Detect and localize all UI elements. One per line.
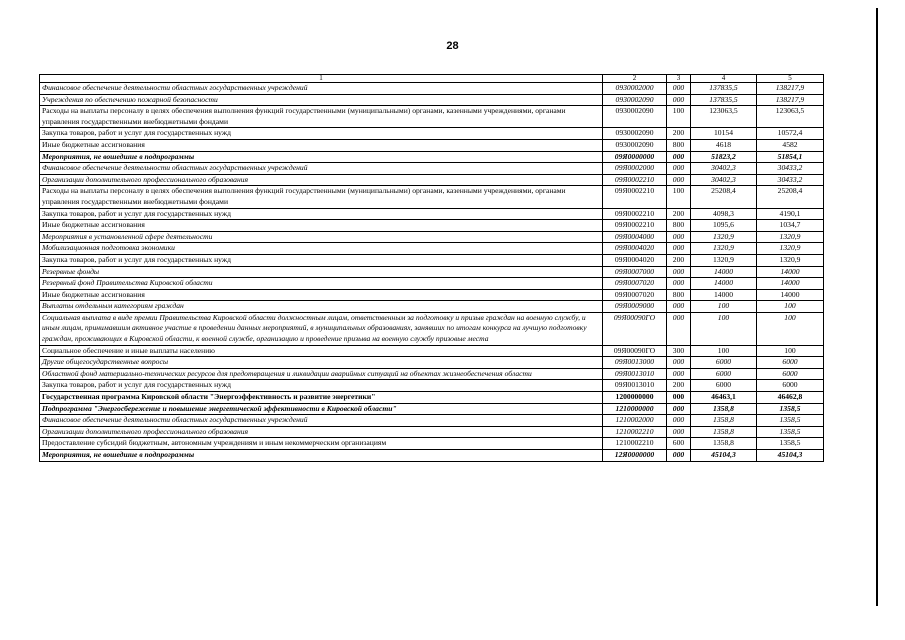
row-name-cell: Закупка товаров, работ и услуг для государственных нужд — [40, 380, 603, 392]
row-expense-type-cell: 200 — [667, 254, 691, 266]
table-row — [40, 139, 824, 151]
row-amount-cell: 6000 — [757, 357, 824, 369]
row-expense-type-cell: 000 — [667, 368, 691, 380]
row-amount-cell: 14000 — [691, 266, 757, 278]
row-amount-cell: 30402,3 — [691, 174, 757, 186]
row-code-cell: 09Я0013010 — [603, 380, 667, 392]
table-row — [40, 174, 824, 186]
row-name-cell: Закупка товаров, работ и услуг для государственных нужд — [40, 208, 603, 220]
row-code-cell: 1210002210 — [603, 438, 667, 450]
table-row — [40, 450, 824, 462]
row-amount-cell: 30433,2 — [757, 174, 824, 186]
row-name-cell: Мобилизационная подготовка экономики — [40, 243, 603, 255]
column-header: 2 — [603, 75, 667, 83]
row-code-cell: 09Я0004020 — [603, 254, 667, 266]
row-amount-cell: 30402,3 — [691, 163, 757, 175]
row-amount-cell: 25208,4 — [757, 186, 824, 208]
row-amount-cell: 1358,8 — [691, 415, 757, 427]
table-row — [40, 220, 824, 232]
row-name-cell: Подпрограмма "Энергосбережение и повышение энергетической эффективности в Кировской области" — [40, 403, 603, 415]
row-expense-type-cell: 000 — [667, 83, 691, 95]
column-header: 1 — [40, 75, 603, 83]
table-row — [40, 278, 824, 290]
row-name-cell: Выплаты отдельным категориям граждан — [40, 301, 603, 313]
row-amount-cell: 51823,2 — [691, 151, 757, 163]
row-amount-cell: 138217,9 — [757, 83, 824, 95]
row-name-cell: Организации дополнительного профессионального образования — [40, 174, 603, 186]
row-amount-cell: 4190,1 — [757, 208, 824, 220]
row-code-cell: 1200000000 — [603, 392, 667, 404]
row-code-cell: 09Я0004020 — [603, 243, 667, 255]
row-expense-type-cell: 200 — [667, 380, 691, 392]
table-row — [40, 312, 824, 345]
row-expense-type-cell: 100 — [667, 106, 691, 128]
table-row — [40, 368, 824, 380]
row-expense-type-cell: 000 — [667, 174, 691, 186]
row-expense-type-cell: 000 — [667, 163, 691, 175]
row-expense-type-cell: 000 — [667, 426, 691, 438]
row-amount-cell: 45104,3 — [757, 450, 824, 462]
row-code-cell: 09Я0007020 — [603, 278, 667, 290]
row-amount-cell: 100 — [691, 345, 757, 357]
row-code-cell: 09Я0007000 — [603, 266, 667, 278]
row-code-cell: 09Я0004000 — [603, 231, 667, 243]
row-code-cell: 0930002090 — [603, 128, 667, 140]
table-row — [40, 345, 824, 357]
row-amount-cell: 100 — [691, 312, 757, 345]
row-expense-type-cell: 000 — [667, 94, 691, 106]
row-expense-type-cell: 000 — [667, 312, 691, 345]
row-code-cell: 0930002090 — [603, 94, 667, 106]
table-row — [40, 94, 824, 106]
row-code-cell: 1210000000 — [603, 403, 667, 415]
row-amount-cell: 100 — [757, 301, 824, 313]
row-amount-cell: 1358,8 — [691, 403, 757, 415]
row-amount-cell: 123063,5 — [691, 106, 757, 128]
row-amount-cell: 4582 — [757, 139, 824, 151]
row-name-cell: Иные бюджетные ассигнования — [40, 289, 603, 301]
row-name-cell: Другие общегосударственные вопросы — [40, 357, 603, 369]
row-amount-cell: 1034,7 — [757, 220, 824, 232]
row-amount-cell: 1358,8 — [691, 438, 757, 450]
row-code-cell: 12Я0000000 — [603, 450, 667, 462]
row-name-cell: Иные бюджетные ассигнования — [40, 139, 603, 151]
table-row — [40, 415, 824, 427]
table-row — [40, 254, 824, 266]
row-name-cell: Мероприятия, не вошедшие в подпрограммы — [40, 450, 603, 462]
row-name-cell: Резервные фонды — [40, 266, 603, 278]
row-expense-type-cell: 000 — [667, 450, 691, 462]
table-row — [40, 208, 824, 220]
row-amount-cell: 51854,1 — [757, 151, 824, 163]
row-expense-type-cell: 300 — [667, 345, 691, 357]
table-row — [40, 357, 824, 369]
row-code-cell: 0930002000 — [603, 83, 667, 95]
row-amount-cell: 138217,9 — [757, 94, 824, 106]
row-code-cell: 1210002000 — [603, 415, 667, 427]
row-name-cell: Областной фонд материально-технических ресурсов для предотвращения и ликвидации аварийных ситуаций на объектах жизнеобеспечения области — [40, 368, 603, 380]
table-row — [40, 243, 824, 255]
row-code-cell: 09Я0002210 — [603, 174, 667, 186]
row-code-cell: 0930002090 — [603, 106, 667, 128]
row-code-cell: 09Я0002210 — [603, 220, 667, 232]
table-row — [40, 106, 824, 128]
row-expense-type-cell: 000 — [667, 266, 691, 278]
row-amount-cell: 100 — [757, 312, 824, 345]
row-code-cell: 09Я0002000 — [603, 163, 667, 175]
column-number-row — [40, 75, 824, 83]
row-amount-cell: 1320,9 — [691, 231, 757, 243]
row-amount-cell: 14000 — [691, 289, 757, 301]
row-amount-cell: 14000 — [757, 289, 824, 301]
row-code-cell: 09Я0000000 — [603, 151, 667, 163]
table-row — [40, 163, 824, 175]
row-name-cell: Учреждения по обеспечению пожарной безопасности — [40, 94, 603, 106]
row-name-cell: Предоставление субсидий бюджетным, автономным учреждениям и иным некоммерческим организациям — [40, 438, 603, 450]
row-code-cell: 09Я0007020 — [603, 289, 667, 301]
row-expense-type-cell: 000 — [667, 403, 691, 415]
row-amount-cell: 10154 — [691, 128, 757, 140]
row-expense-type-cell: 000 — [667, 278, 691, 290]
row-amount-cell: 1320,9 — [757, 254, 824, 266]
row-amount-cell: 100 — [757, 345, 824, 357]
row-expense-type-cell: 800 — [667, 139, 691, 151]
row-code-cell: 09Я00090ГО — [603, 312, 667, 345]
row-amount-cell: 100 — [691, 301, 757, 313]
table-row — [40, 231, 824, 243]
row-amount-cell: 137835,5 — [691, 94, 757, 106]
row-name-cell: Резервный фонд Правительства Кировской области — [40, 278, 603, 290]
row-name-cell: Финансовое обеспечение деятельности областных государственных учреждений — [40, 163, 603, 175]
row-amount-cell: 6000 — [757, 380, 824, 392]
row-amount-cell: 123063,5 — [757, 106, 824, 128]
row-amount-cell: 4098,3 — [691, 208, 757, 220]
row-expense-type-cell: 000 — [667, 231, 691, 243]
row-expense-type-cell: 800 — [667, 220, 691, 232]
table-row — [40, 289, 824, 301]
row-amount-cell: 1320,9 — [691, 243, 757, 255]
scan-edge-line — [876, 8, 878, 606]
row-amount-cell: 14000 — [757, 278, 824, 290]
row-expense-type-cell: 000 — [667, 301, 691, 313]
row-expense-type-cell: 600 — [667, 438, 691, 450]
table-row — [40, 403, 824, 415]
table-row — [40, 380, 824, 392]
row-name-cell: Социальное обеспечение и иные выплаты населению — [40, 345, 603, 357]
row-amount-cell: 10572,4 — [757, 128, 824, 140]
table-row — [40, 301, 824, 313]
row-amount-cell: 1320,9 — [691, 254, 757, 266]
row-amount-cell: 1358,5 — [757, 415, 824, 427]
row-amount-cell: 46462,8 — [757, 392, 824, 404]
row-expense-type-cell: 200 — [667, 208, 691, 220]
row-code-cell: 09Я0013000 — [603, 357, 667, 369]
row-name-cell: Финансовое обеспечение деятельности областных государственных учреждений — [40, 83, 603, 95]
row-amount-cell: 45104,3 — [691, 450, 757, 462]
row-amount-cell: 14000 — [757, 266, 824, 278]
table-row — [40, 266, 824, 278]
row-amount-cell: 1320,9 — [757, 231, 824, 243]
row-name-cell: Иные бюджетные ассигнования — [40, 220, 603, 232]
row-name-cell: Закупка товаров, работ и услуг для государственных нужд — [40, 128, 603, 140]
table-row — [40, 426, 824, 438]
row-expense-type-cell: 100 — [667, 186, 691, 208]
row-amount-cell: 137835,5 — [691, 83, 757, 95]
budget-table — [39, 74, 824, 462]
row-name-cell: Государственная программа Кировской области "Энергоэффективность и развитие энергетики" — [40, 392, 603, 404]
row-expense-type-cell: 000 — [667, 151, 691, 163]
table-row — [40, 392, 824, 404]
row-amount-cell: 1358,5 — [757, 426, 824, 438]
row-expense-type-cell: 000 — [667, 357, 691, 369]
table-row — [40, 83, 824, 95]
row-expense-type-cell: 000 — [667, 392, 691, 404]
row-amount-cell: 1358,8 — [691, 426, 757, 438]
row-code-cell: 09Я0002210 — [603, 208, 667, 220]
row-code-cell: 0930002090 — [603, 139, 667, 151]
row-code-cell: 1210002210 — [603, 426, 667, 438]
row-code-cell: 09Я00090ГО — [603, 345, 667, 357]
column-header: 4 — [691, 75, 757, 83]
row-amount-cell: 1320,9 — [757, 243, 824, 255]
table-row — [40, 151, 824, 163]
row-amount-cell: 14000 — [691, 278, 757, 290]
row-amount-cell: 1358,5 — [757, 403, 824, 415]
column-header: 3 — [667, 75, 691, 83]
row-amount-cell: 25208,4 — [691, 186, 757, 208]
row-amount-cell: 1358,5 — [757, 438, 824, 450]
row-name-cell: Расходы на выплаты персоналу в целях обеспечения выполнения функций государственными (муниципальными) органами, казенными учреждениями, органами управления государственными внебюджетными фондами — [40, 186, 603, 208]
row-amount-cell: 6000 — [691, 368, 757, 380]
row-name-cell: Мероприятия, не вошедшие в подпрограммы — [40, 151, 603, 163]
row-name-cell: Закупка товаров, работ и услуг для государственных нужд — [40, 254, 603, 266]
row-amount-cell: 6000 — [691, 380, 757, 392]
table-row — [40, 438, 824, 450]
row-code-cell: 09Я0002210 — [603, 186, 667, 208]
row-code-cell: 09Я0009000 — [603, 301, 667, 313]
row-expense-type-cell: 000 — [667, 243, 691, 255]
table-row — [40, 128, 824, 140]
row-amount-cell: 30433,2 — [757, 163, 824, 175]
row-expense-type-cell: 000 — [667, 415, 691, 427]
table-row — [40, 186, 824, 208]
page-number: 28 — [446, 40, 459, 52]
row-amount-cell: 46463,1 — [691, 392, 757, 404]
row-name-cell: Расходы на выплаты персоналу в целях обеспечения выполнения функций государственными (муниципальными) органами, казенными учреждениями, органами управления государственными внебюджетными фондами — [40, 106, 603, 128]
row-expense-type-cell: 800 — [667, 289, 691, 301]
row-name-cell: Финансовое обеспечение деятельности областных государственных учреждений — [40, 415, 603, 427]
row-amount-cell: 1095,6 — [691, 220, 757, 232]
row-name-cell: Мероприятия в установленной сфере деятельности — [40, 231, 603, 243]
row-amount-cell: 6000 — [691, 357, 757, 369]
row-amount-cell: 4618 — [691, 139, 757, 151]
row-expense-type-cell: 200 — [667, 128, 691, 140]
row-name-cell: Социальная выплата в виде премии Правительства Кировской области должностным лицам, ответственным за подготовку и призыв граждан на военную службу, и иным лицам, принимавшим активное участие в проведении данных мероприятий, в муниципальных образованиях, занявших по итогам конкурса на лучшую подготовку граждан, проживающих в Кировской области, к военной службе, организацию и проведение призыва на военную службу призовые места — [40, 312, 603, 345]
row-name-cell: Организации дополнительного профессионального образования — [40, 426, 603, 438]
column-header: 5 — [757, 75, 824, 83]
row-amount-cell: 6000 — [757, 368, 824, 380]
row-code-cell: 09Я0013010 — [603, 368, 667, 380]
